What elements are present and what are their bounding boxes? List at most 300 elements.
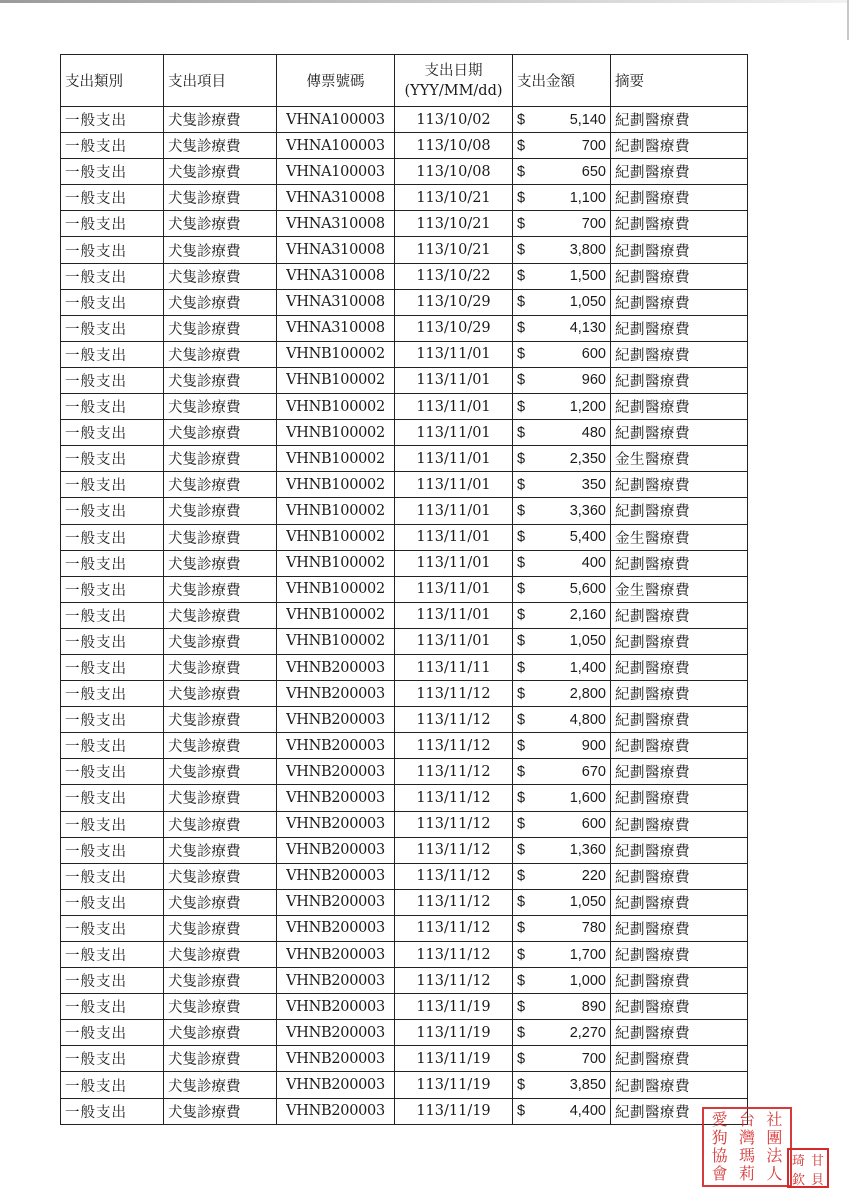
cell-item: 犬隻診療費 [164, 394, 277, 420]
seal-character: 狗 [711, 1128, 728, 1147]
cell-summary: 紀劃醫療費 [611, 367, 748, 393]
cell-amount [513, 420, 611, 446]
cell-date: 113/11/01 [395, 341, 513, 367]
cell-summary: 紀劃醫療費 [611, 602, 748, 628]
seal-character: 團 [766, 1128, 783, 1147]
cell-voucher: VHNB200003 [277, 733, 395, 759]
cell-date: 113/11/01 [395, 550, 513, 576]
cell-summary: 紀劃醫療費 [611, 237, 748, 263]
currency-symbol: $ [517, 1050, 526, 1067]
amount-value: 1,000 [569, 972, 606, 989]
table-row [61, 863, 748, 889]
cell-date: 113/11/19 [395, 1046, 513, 1072]
expense-table [60, 54, 748, 1125]
amount-value: 700 [581, 215, 606, 232]
cell-voucher: VHNB200003 [277, 1020, 395, 1046]
currency-symbol: $ [517, 111, 526, 128]
cell-item: 犬隻診療費 [164, 759, 277, 785]
cell-category: 一般支出 [61, 837, 164, 863]
currency-symbol: $ [517, 1077, 526, 1094]
amount-value: 1,050 [569, 633, 606, 650]
cell-summary: 紀劃醫療費 [611, 315, 748, 341]
cell-voucher: VHNB200003 [277, 994, 395, 1020]
cell-category: 一般支出 [61, 367, 164, 393]
cell-category: 一般支出 [61, 289, 164, 315]
table-row [61, 602, 748, 628]
cell-amount [513, 707, 611, 733]
currency-symbol: $ [517, 763, 526, 780]
amount-value: 670 [581, 763, 606, 780]
table-row [61, 289, 748, 315]
cell-amount [513, 237, 611, 263]
cell-category: 一般支出 [61, 133, 164, 159]
currency-symbol: $ [517, 816, 526, 833]
cell-item: 犬隻診療費 [164, 107, 277, 133]
amount-value: 2,800 [569, 685, 606, 702]
amount-value: 1,700 [569, 946, 606, 963]
cell-category: 一般支出 [61, 759, 164, 785]
table-row [61, 576, 748, 602]
cell-date: 113/11/12 [395, 785, 513, 811]
cell-date: 113/11/12 [395, 889, 513, 915]
cell-summary: 紀劃醫療費 [611, 942, 748, 968]
cell-summary: 金生醫療費 [611, 446, 748, 472]
amount-value: 5,600 [569, 581, 606, 598]
cell-summary: 紀劃醫療費 [611, 420, 748, 446]
cell-voucher: VHNA310008 [277, 289, 395, 315]
seal-character: 法 [766, 1146, 783, 1165]
header-date-label: 支出日期 [424, 62, 483, 79]
amount-value: 2,160 [569, 607, 606, 624]
cell-voucher: VHNA310008 [277, 185, 395, 211]
cell-item: 犬隻診療費 [164, 602, 277, 628]
cell-date: 113/11/01 [395, 394, 513, 420]
cell-summary: 紀劃醫療費 [611, 498, 748, 524]
table-row [61, 341, 748, 367]
cell-voucher: VHNB200003 [277, 942, 395, 968]
scan-edge-top [0, 0, 849, 3]
cell-voucher: VHNB100002 [277, 524, 395, 550]
amount-value: 1,050 [569, 294, 606, 311]
table-row [61, 394, 748, 420]
cell-amount [513, 681, 611, 707]
cell-amount [513, 289, 611, 315]
cell-category: 一般支出 [61, 889, 164, 915]
cell-voucher: VHNB100002 [277, 341, 395, 367]
currency-symbol: $ [517, 868, 526, 885]
cell-voucher: VHNB200003 [277, 837, 395, 863]
table-row [61, 811, 748, 837]
cell-summary: 紀劃醫療費 [611, 1072, 748, 1098]
cell-category: 一般支出 [61, 420, 164, 446]
cell-item: 犬隻診療費 [164, 1046, 277, 1072]
amount-value: 1,400 [569, 659, 606, 676]
currency-symbol: $ [517, 711, 526, 728]
cell-item: 犬隻診療費 [164, 811, 277, 837]
table-row [61, 733, 748, 759]
cell-summary: 紀劃醫療費 [611, 107, 748, 133]
table-row [61, 133, 748, 159]
cell-voucher: VHNB100002 [277, 420, 395, 446]
amount-value: 480 [581, 424, 606, 441]
cell-amount [513, 576, 611, 602]
cell-item: 犬隻診療費 [164, 1020, 277, 1046]
table-row [61, 185, 748, 211]
cell-date: 113/10/21 [395, 211, 513, 237]
cell-date: 113/11/19 [395, 1072, 513, 1098]
cell-date: 113/11/01 [395, 472, 513, 498]
amount-value: 2,350 [569, 450, 606, 467]
table-row [61, 1020, 748, 1046]
cell-category: 一般支出 [61, 863, 164, 889]
cell-summary: 紀劃醫療費 [611, 681, 748, 707]
seal-character: 灣 [739, 1128, 756, 1147]
currency-symbol: $ [517, 659, 526, 676]
cell-date: 113/10/22 [395, 263, 513, 289]
currency-symbol: $ [517, 502, 526, 519]
amount-value: 700 [581, 137, 606, 154]
cell-summary: 紀劃醫療費 [611, 994, 748, 1020]
table-row [61, 681, 748, 707]
cell-summary: 紀劃醫療費 [611, 889, 748, 915]
currency-symbol: $ [517, 268, 526, 285]
seal-character: 社 [766, 1110, 783, 1129]
seal-character: 會 [711, 1164, 728, 1183]
cell-amount [513, 811, 611, 837]
cell-summary: 紀劃醫療費 [611, 1098, 748, 1124]
cell-date: 113/11/01 [395, 628, 513, 654]
amount-value: 350 [581, 476, 606, 493]
cell-date: 113/11/01 [395, 524, 513, 550]
amount-value: 1,600 [569, 789, 606, 806]
table-row [61, 107, 748, 133]
table-row [61, 237, 748, 263]
cell-summary: 金生醫療費 [611, 524, 748, 550]
cell-category: 一般支出 [61, 185, 164, 211]
seal-character: 貝 [810, 1173, 824, 1188]
currency-symbol: $ [517, 633, 526, 650]
currency-symbol: $ [517, 529, 526, 546]
cell-category: 一般支出 [61, 159, 164, 185]
amount-value: 2,270 [569, 1024, 606, 1041]
cell-summary: 紀劃醫療費 [611, 863, 748, 889]
cell-voucher: VHNA310008 [277, 263, 395, 289]
amount-value: 3,850 [569, 1077, 606, 1094]
cell-voucher: VHNB200003 [277, 968, 395, 994]
cell-category: 一般支出 [61, 707, 164, 733]
cell-summary: 紀劃醫療費 [611, 159, 748, 185]
cell-amount [513, 1072, 611, 1098]
currency-symbol: $ [517, 685, 526, 702]
cell-summary: 紀劃醫療費 [611, 341, 748, 367]
cell-item: 犬隻診療費 [164, 524, 277, 550]
cell-category: 一般支出 [61, 472, 164, 498]
cell-item: 犬隻診療費 [164, 863, 277, 889]
cell-voucher: VHNB200003 [277, 759, 395, 785]
cell-item: 犬隻診療費 [164, 550, 277, 576]
cell-item: 犬隻診療費 [164, 785, 277, 811]
cell-voucher: VHNB200003 [277, 863, 395, 889]
cell-category: 一般支出 [61, 1046, 164, 1072]
cell-summary: 紀劃醫療費 [611, 185, 748, 211]
cell-date: 113/11/01 [395, 602, 513, 628]
cell-category: 一般支出 [61, 733, 164, 759]
cell-category: 一般支出 [61, 446, 164, 472]
cell-voucher: VHNB100002 [277, 472, 395, 498]
cell-amount [513, 863, 611, 889]
cell-voucher: VHNB100002 [277, 628, 395, 654]
cell-category: 一般支出 [61, 602, 164, 628]
cell-amount [513, 837, 611, 863]
amount-value: 4,400 [569, 1103, 606, 1120]
cell-summary: 紀劃醫療費 [611, 733, 748, 759]
amount-value: 600 [581, 346, 606, 363]
cell-date: 113/11/19 [395, 994, 513, 1020]
cell-summary: 紀劃醫療費 [611, 837, 748, 863]
cell-date: 113/11/12 [395, 837, 513, 863]
currency-symbol: $ [517, 137, 526, 154]
cell-voucher: VHNB100002 [277, 394, 395, 420]
cell-amount [513, 159, 611, 185]
cell-voucher: VHNB200003 [277, 915, 395, 941]
cell-amount [513, 1020, 611, 1046]
table-row [61, 446, 748, 472]
table-row [61, 785, 748, 811]
header-voucher: 傳票號碼 [277, 55, 395, 107]
cell-category: 一般支出 [61, 811, 164, 837]
table-row [61, 654, 748, 680]
cell-date: 113/11/11 [395, 654, 513, 680]
organization-seal [702, 1107, 792, 1187]
table-row [61, 759, 748, 785]
currency-symbol: $ [517, 346, 526, 363]
cell-amount [513, 211, 611, 237]
table-row [61, 498, 748, 524]
cell-date: 113/11/12 [395, 707, 513, 733]
seal-character: 甘 [810, 1154, 824, 1169]
cell-summary: 紀劃醫療費 [611, 785, 748, 811]
header-date-format: (YYY/MM/dd) [404, 82, 503, 99]
cell-voucher: VHNB100002 [277, 602, 395, 628]
cell-summary: 紀劃醫療費 [611, 289, 748, 315]
cell-item: 犬隻診療費 [164, 994, 277, 1020]
cell-category: 一般支出 [61, 1098, 164, 1124]
cell-amount [513, 472, 611, 498]
amount-value: 600 [581, 816, 606, 833]
currency-symbol: $ [517, 242, 526, 259]
seal-character: 人 [766, 1164, 783, 1183]
amount-value: 650 [581, 163, 606, 180]
cell-item: 犬隻診療費 [164, 185, 277, 211]
cell-summary: 紀劃醫療費 [611, 394, 748, 420]
currency-symbol: $ [517, 972, 526, 989]
cell-summary: 紀劃醫療費 [611, 211, 748, 237]
currency-symbol: $ [517, 555, 526, 572]
cell-amount [513, 446, 611, 472]
table-row [61, 367, 748, 393]
cell-item: 犬隻診療費 [164, 968, 277, 994]
cell-amount [513, 367, 611, 393]
cell-summary: 紀劃醫療費 [611, 1046, 748, 1072]
cell-amount [513, 889, 611, 915]
cell-amount [513, 550, 611, 576]
cell-item: 犬隻診療費 [164, 159, 277, 185]
representative-seal [787, 1148, 829, 1188]
amount-value: 3,800 [569, 242, 606, 259]
cell-category: 一般支出 [61, 915, 164, 941]
amount-value: 3,360 [569, 502, 606, 519]
cell-item: 犬隻診療費 [164, 681, 277, 707]
currency-symbol: $ [517, 998, 526, 1015]
cell-date: 113/11/01 [395, 420, 513, 446]
table-row [61, 994, 748, 1020]
currency-symbol: $ [517, 581, 526, 598]
table-row [61, 707, 748, 733]
table-row [61, 1046, 748, 1072]
currency-symbol: $ [517, 398, 526, 415]
cell-voucher: VHNA310008 [277, 315, 395, 341]
currency-symbol: $ [517, 215, 526, 232]
cell-summary: 紀劃醫療費 [611, 133, 748, 159]
cell-summary: 紀劃醫療費 [611, 707, 748, 733]
cell-amount [513, 107, 611, 133]
cell-summary: 紀劃醫療費 [611, 968, 748, 994]
cell-date: 113/11/12 [395, 811, 513, 837]
cell-category: 一般支出 [61, 1020, 164, 1046]
cell-amount [513, 968, 611, 994]
amount-value: 780 [581, 920, 606, 937]
cell-date: 113/11/12 [395, 759, 513, 785]
cell-amount [513, 263, 611, 289]
amount-value: 400 [581, 555, 606, 572]
cell-summary: 紀劃醫療費 [611, 915, 748, 941]
cell-item: 犬隻診療費 [164, 341, 277, 367]
cell-amount [513, 785, 611, 811]
table-row [61, 889, 748, 915]
table-row [61, 263, 748, 289]
cell-category: 一般支出 [61, 785, 164, 811]
cell-item: 犬隻診療費 [164, 576, 277, 602]
table-row [61, 211, 748, 237]
cell-date: 113/10/29 [395, 289, 513, 315]
cell-date: 113/10/08 [395, 133, 513, 159]
table-row [61, 315, 748, 341]
cell-date: 113/10/21 [395, 237, 513, 263]
cell-date: 113/10/02 [395, 107, 513, 133]
cell-item: 犬隻診療費 [164, 367, 277, 393]
cell-category: 一般支出 [61, 994, 164, 1020]
cell-date: 113/11/12 [395, 968, 513, 994]
cell-voucher: VHNB100002 [277, 446, 395, 472]
cell-date: 113/11/19 [395, 1098, 513, 1124]
currency-symbol: $ [517, 476, 526, 493]
cell-amount [513, 759, 611, 785]
header-amount: 支出金額 [513, 55, 611, 107]
amount-value: 890 [581, 998, 606, 1015]
cell-item: 犬隻診療費 [164, 733, 277, 759]
table-row [61, 420, 748, 446]
cell-voucher: VHNA310008 [277, 237, 395, 263]
cell-amount [513, 394, 611, 420]
cell-voucher: VHNB100002 [277, 367, 395, 393]
cell-voucher: VHNB100002 [277, 550, 395, 576]
cell-summary: 金生醫療費 [611, 576, 748, 602]
cell-amount [513, 498, 611, 524]
currency-symbol: $ [517, 789, 526, 806]
cell-category: 一般支出 [61, 524, 164, 550]
currency-symbol: $ [517, 320, 526, 337]
cell-summary: 紀劃醫療費 [611, 811, 748, 837]
cell-amount [513, 185, 611, 211]
cell-category: 一般支出 [61, 237, 164, 263]
amount-value: 900 [581, 737, 606, 754]
cell-voucher: VHNB200003 [277, 1098, 395, 1124]
cell-category: 一般支出 [61, 315, 164, 341]
cell-voucher: VHNB200003 [277, 1046, 395, 1072]
cell-amount [513, 1098, 611, 1124]
cell-amount [513, 942, 611, 968]
currency-symbol: $ [517, 450, 526, 467]
header-date [395, 55, 513, 107]
cell-amount [513, 915, 611, 941]
header-category: 支出類別 [61, 55, 164, 107]
table-row [61, 1072, 748, 1098]
cell-item: 犬隻診療費 [164, 133, 277, 159]
table-row [61, 472, 748, 498]
cell-summary: 紀劃醫療費 [611, 263, 748, 289]
cell-amount [513, 341, 611, 367]
currency-symbol: $ [517, 1024, 526, 1041]
currency-symbol: $ [517, 424, 526, 441]
cell-date: 113/11/01 [395, 367, 513, 393]
cell-date: 113/11/12 [395, 942, 513, 968]
cell-item: 犬隻診療費 [164, 237, 277, 263]
cell-date: 113/10/21 [395, 185, 513, 211]
cell-item: 犬隻診療費 [164, 263, 277, 289]
amount-value: 1,200 [569, 398, 606, 415]
cell-voucher: VHNB200003 [277, 681, 395, 707]
cell-date: 113/11/12 [395, 915, 513, 941]
cell-item: 犬隻診療費 [164, 289, 277, 315]
cell-voucher: VHNA100003 [277, 133, 395, 159]
cell-item: 犬隻診療費 [164, 837, 277, 863]
cell-date: 113/11/01 [395, 576, 513, 602]
cell-category: 一般支出 [61, 576, 164, 602]
amount-value: 1,360 [569, 842, 606, 859]
cell-voucher: VHNA100003 [277, 159, 395, 185]
cell-date: 113/11/12 [395, 681, 513, 707]
amount-value: 960 [581, 372, 606, 389]
currency-symbol: $ [517, 737, 526, 754]
cell-summary: 紀劃醫療費 [611, 472, 748, 498]
cell-date: 113/11/01 [395, 498, 513, 524]
amount-value: 1,050 [569, 894, 606, 911]
cell-date: 113/11/19 [395, 1020, 513, 1046]
seal-character: 琦 [791, 1154, 805, 1169]
cell-voucher: VHNB200003 [277, 811, 395, 837]
cell-summary: 紀劃醫療費 [611, 550, 748, 576]
cell-amount [513, 654, 611, 680]
cell-date: 113/10/29 [395, 315, 513, 341]
cell-category: 一般支出 [61, 628, 164, 654]
cell-category: 一般支出 [61, 942, 164, 968]
table-row [61, 159, 748, 185]
cell-amount [513, 994, 611, 1020]
cell-category: 一般支出 [61, 681, 164, 707]
cell-category: 一般支出 [61, 550, 164, 576]
cell-date: 113/10/08 [395, 159, 513, 185]
cell-category: 一般支出 [61, 394, 164, 420]
